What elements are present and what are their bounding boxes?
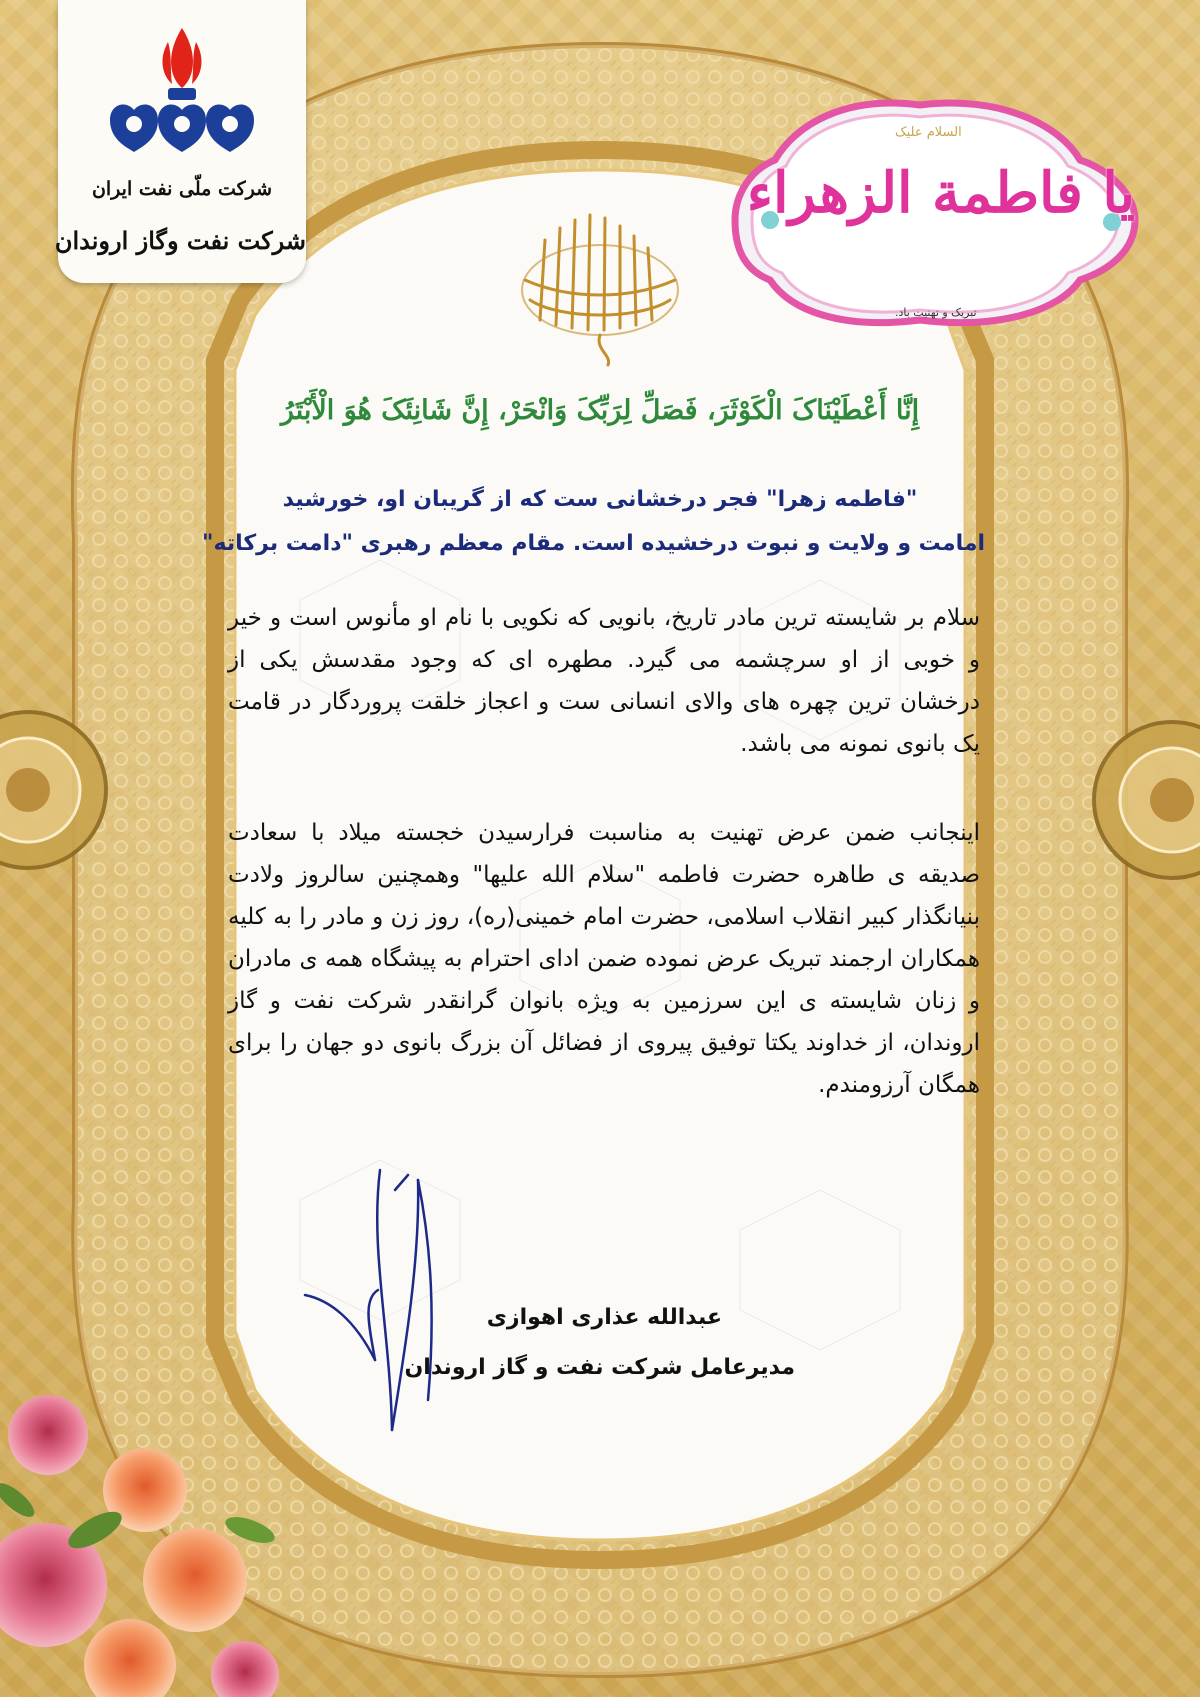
badge-salam: السلام علیک — [895, 125, 962, 140]
signer-name: عبدالله عذاری اهوازی — [486, 1305, 722, 1330]
kawthar-verse: إِنَّا أَعْطَيْنَاکَ الْکَوْثَرَ، فَصَلِّ لِرَبِّکَ وَانْحَرْ، إِنَّ شَانِئَکَ هُوَ الْأَبْتَرُ — [280, 395, 920, 426]
body-paragraph-1 — [228, 597, 980, 765]
body-paragraph-2 — [228, 812, 980, 1106]
badge-congrats: تبریک و تهنیت باد. — [895, 306, 977, 319]
paragraph-1-text: سلام بر شایسته ترین مادر تاریخ، بانویی که نکویی با نام او مأنوس است و خیر و خوبی از او سرچشمه می گیرد. مطهره ای که وجود مقدسش یکی از درخشان ترین چهره های والای انسانی ست و اعجاز خلقت پروردگار در قامت یک بانوی نمونه می باشد. — [228, 605, 980, 757]
signer-title: مدیرعامل شرکت نفت و گاز اروندان — [404, 1355, 795, 1380]
logo-line-national-oil: شرکت ملّی نفت ایران — [91, 178, 273, 200]
logo-emblem — [58, 0, 306, 160]
quote-line-2: امامت و ولایت و نبوت درخشیده است. مقام معظم رهبری "دامت برکاته" — [202, 531, 985, 556]
leader-quote — [202, 478, 985, 566]
badge-ya-fatima: یا فاطمة الزهراء — [746, 160, 1135, 226]
quote-line-1: "فاطمه زهرا" فجر درخشانی ست که از گریبان او، خورشید — [282, 487, 918, 512]
paragraph-2-text: اینجانب ضمن عرض تهنیت به مناسبت فرارسیدن خجسته میلاد با سعادت صدیقه ی طاهره حضرت فاطمه "سلام الله علیها" وهمچنین سالروز ولادت بنیانگذار کبیر انقلاب اسلامی، حضرت امام خمینی(ره)، روز زن و مادر را به کلیه همکاران ارجمند تبریک عرض نموده ضمن ادای احترام به پیشگاه همه ی مادران و زنان شایسته ی این سرزمین به ویژه بانوان گرانقدر شرکت نفت و گاز اروندان، از خداوند یکتا توفیق پیروی از فضائل آن بزرگ بانوی دو جهان را برای همگان آرزومندم. — [228, 820, 980, 1098]
logo-line-arvandan: شرکت نفت وگاز اروندان — [54, 226, 306, 255]
